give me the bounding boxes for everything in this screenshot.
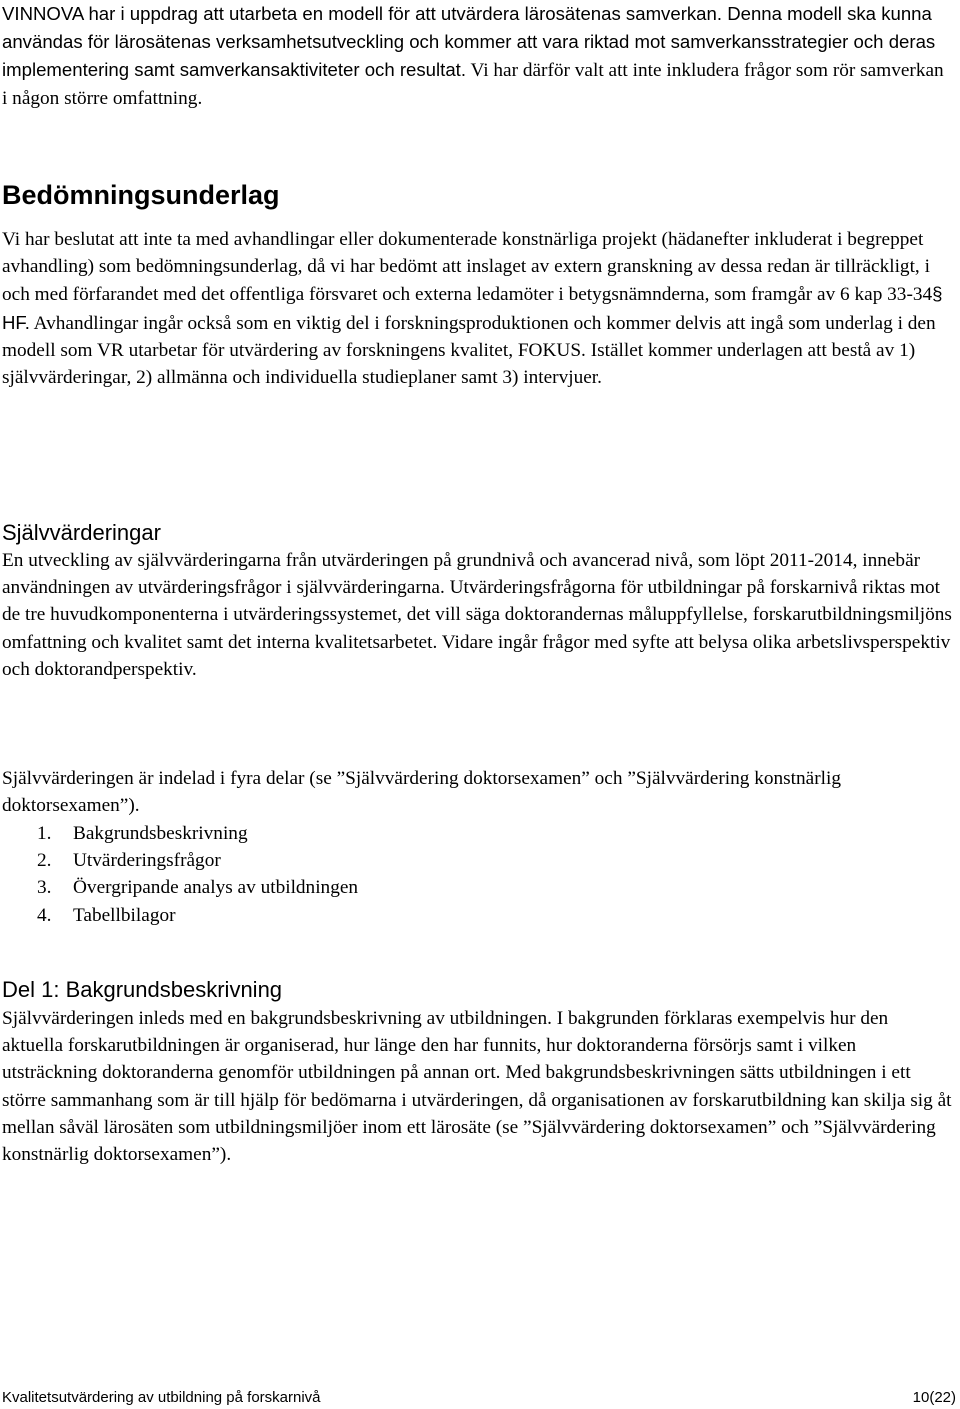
- section-sign: §: [932, 283, 943, 305]
- list-item-number: 4.: [37, 904, 52, 926]
- heading-bedomningsunderlag: Bedömningsunderlag: [2, 180, 280, 210]
- list-item-label: Övergripande analys av utbildningen: [73, 877, 359, 899]
- list-item-label: Tabellbilagor: [73, 904, 176, 926]
- bedomning-text-a: Vi har beslutat att inte ta med avhandlingar eller dokumenterade konstnärliga projekt (hädanefter inkluderat i begreppet avhandling) som bedömningsunderlag, då vi har bedömt att inslaget av extern granskning av dessa redan är tillräckligt, i och med förfarandet med det offentliga försvaret och externa ledamöter i betygsnämnderna, som framgår av 6 kap 33-34: [2, 229, 933, 306]
- footer-title: Kvalitetsutvärdering av utbildning på forskarnivå: [2, 1389, 321, 1406]
- list-item-label: Bakgrundsbeskrivning: [73, 823, 248, 844]
- hf-text: HF.: [2, 311, 30, 333]
- heading-del-1: Del 1: Bakgrundsbeskrivning: [2, 977, 283, 1002]
- sjalv-paragraph-2: Självvärderingen är indelad i fyra delar (se ”Självvärdering doktorsexamen” och ”Självvärdering konstnärlig doktorsexamen”).: [2, 768, 841, 817]
- del1-paragraph: Självvärderingen inleds med en bakgrundsbeskrivning av utbildningen. I bakgrunden förklaras exempelvis hur den aktuella forskarutbildningen är organiserad, hur länge den har funnits, hur doktoranderna försörjs samt i vilken utsträckning doktoranderna genomför utbildningen på annan ort. Med bakgrundsbeskrivningen sätts utbildningen i ett större sammanhang som är till hjälp för bedömarna i utvärderingen, då organisationen av forskarutbildning kan skilja sig åt mellan såväl lärosäten som utbildningsmiljöer inom ett lärosäte (se ”Självvärdering doktorsexamen” och ”Självvärdering konstnärlig doktorsexamen”).: [2, 1008, 952, 1166]
- list-item: [0, 820, 358, 847]
- heading-sjalvvarderingar: Självvärderingar: [2, 520, 161, 545]
- sjalv-paragraph-1: En utveckling av självvärderingarna från utvärderingen på grundnivå och avancerad nivå, som löpt 2011-2014, innebär användningen av utvärderingsfrågor i självvärderingarna. Utvärderingsfrågorna för utbildningar på forskarnivå riktas mot de tre huvudkomponenterna i utvärderingssystemet, det vill säga doktorandernas måluppfyllelse, forskarutbildningsmiljöns omfattning och kvalitet samt det interna kvalitetsarbetet. Vidare ingår frågor med syfte att belysa olika arbetslivsperspektiv och doktorandperspektiv.: [2, 550, 952, 680]
- parts-list: [0, 820, 358, 929]
- intro-paragraph: [2, 0, 952, 112]
- intro-text-sans: VINNOVA har i uppdrag att utarbeta en modell för att utvärdera lärosätenas samverkan. Denna modell ska kunna användas för lärosätenas verksamhetsutveckling och kommer att vara riktad mot samverkansstrategier och deras implementering samt samverkansaktiviteter och resultat.: [2, 3, 936, 81]
- bedomning-text-b: Avhandlingar ingår också som en viktig del i forskningsproduktionen och kommer delvis att ingå som underlag i den modell som VR utarbetar för utvärdering av forskningens kvalitet, FOKUS. Istället kommer underlagen att bestå av 1) självvärderingar, 2) allmänna och individuella studieplaner samt 3) intervjuer.: [2, 312, 936, 389]
- list-item: [0, 902, 358, 929]
- list-item-label: Utvärderingsfrågor: [73, 850, 221, 872]
- footer-page-number: 10(22): [912, 1389, 956, 1406]
- intro-text-serif: Vi har därför valt att inte inkludera frågor som rör samverkan i någon större omfattning.: [2, 60, 944, 109]
- list-item: [0, 874, 358, 901]
- bedomning-paragraph: [2, 226, 952, 391]
- list-item-number: 2.: [37, 850, 52, 872]
- list-item-number: 3.: [37, 877, 52, 899]
- list-item: [0, 847, 358, 874]
- list-item-number: 1.: [37, 823, 52, 844]
